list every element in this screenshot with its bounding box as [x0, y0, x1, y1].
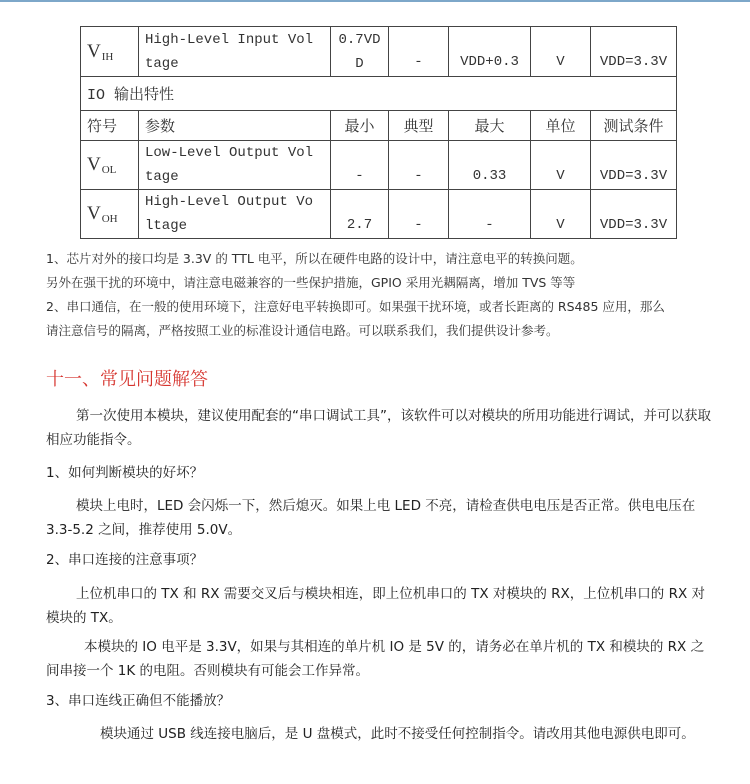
cond-cell: VDD=3.3V — [591, 141, 677, 190]
cond-cell: VDD=3.3V — [591, 27, 677, 77]
min-cell: - — [331, 141, 389, 190]
max-cell: 0.33 — [449, 141, 531, 190]
param-cell: Low-Level Output Vol tage — [139, 141, 331, 190]
param-cell: High-Level Input Vol tage — [139, 27, 331, 77]
table-header-row — [81, 111, 677, 141]
typ-cell: - — [389, 27, 449, 77]
max-cell: - — [449, 190, 531, 239]
table-section-row — [81, 77, 677, 111]
table-row-voh — [81, 190, 677, 239]
cond-cell: VDD=3.3V — [591, 190, 677, 239]
symbol-cell: $V_{IH}$ — [81, 27, 139, 77]
faq-question-2: 2、串口连接的注意事项？ — [46, 552, 204, 568]
header-unit: 单位 — [531, 111, 591, 141]
faq-answer-2b: 本模块的 IO 电平是 3.3V，如果与其相连的单片机 IO 是 5V 的，请务必在单片机的 TX 和模块的 RX 之间串接一个 1K 的电阻。否则模块有可能会工作异常。 — [46, 639, 705, 679]
io-spec-table — [80, 26, 677, 239]
unit-cell: V — [531, 190, 591, 239]
section-title: IO 输出特性 — [81, 77, 677, 111]
header-min: 最小 — [331, 111, 389, 141]
table-row-vol — [81, 141, 677, 190]
faq-question-3: 3、串口连线正确但不能播放？ — [46, 693, 231, 709]
unit-cell: V — [531, 141, 591, 190]
header-typ: 典型 — [389, 111, 449, 141]
param-cell: High-Level Output Vo ltage — [139, 190, 331, 239]
section-heading: 十一、常见问题解答 — [46, 369, 208, 390]
symbol-cell: $V_{OL}$ — [81, 141, 139, 190]
symbol-cell: $V_{OH}$ — [81, 190, 139, 239]
note-line: 1、芯片对外的接口均是 3.3V 的 TTL 电平，所以在硬件电路的设计中，请注意电平的转换问题。 — [46, 251, 583, 266]
typ-cell: - — [389, 141, 449, 190]
faq-answer-2a: 上位机串口的 TX 和 RX 需要交叉后与模块相连，即上位机串口的 TX 对模块的 RX，上位机串口的 RX 对模块的 TX。 — [46, 586, 705, 626]
top-border-line — [0, 0, 750, 2]
faq-question-1: 1、如何判断模块的好坏？ — [46, 465, 204, 481]
unit-cell: V — [531, 27, 591, 77]
typ-cell: - — [389, 190, 449, 239]
note-line: 2、串口通信，在一般的使用环境下，注意好电平转换即可。如果强干扰环境，或者长距离的 RS485 应用，那么 — [46, 299, 665, 314]
min-cell: 2.7 — [331, 190, 389, 239]
faq-answer-3: 模块通过 USB 线连接电脑后，是 U 盘模式，此时不接受任何控制指令。请改用其他电源供电即可。 — [100, 726, 695, 742]
header-max: 最大 — [449, 111, 531, 141]
min-cell: 0.7VD D — [331, 27, 389, 77]
note-line: 请注意信号的隔离，严格按照工业的标准设计通信电路。可以联系我们，我们提供设计参考。 — [46, 323, 559, 338]
faq-intro: 第一次使用本模块，建议使用配套的“串口调试工具”，该软件可以对模块的所用功能进行调试，并可以获取相应功能指令。 — [46, 408, 711, 448]
max-cell: VDD+0.3 — [449, 27, 531, 77]
header-symbol: 符号 — [81, 111, 139, 141]
header-cond: 测试条件 — [591, 111, 677, 141]
faq-answer-1: 模块上电时，LED 会闪烁一下，然后熄灭。如果上电 LED 不亮，请检查供电电压是否正常。供电电压在 3.3-5.2 之间，推荐使用 5.0V。 — [46, 498, 696, 538]
note-line: 另外在强干扰的环境中，请注意电磁兼容的一些保护措施，GPIO 采用光耦隔离，增加 TVS 等等 — [46, 275, 576, 290]
table-row-vih — [81, 27, 677, 77]
header-param: 参数 — [139, 111, 331, 141]
